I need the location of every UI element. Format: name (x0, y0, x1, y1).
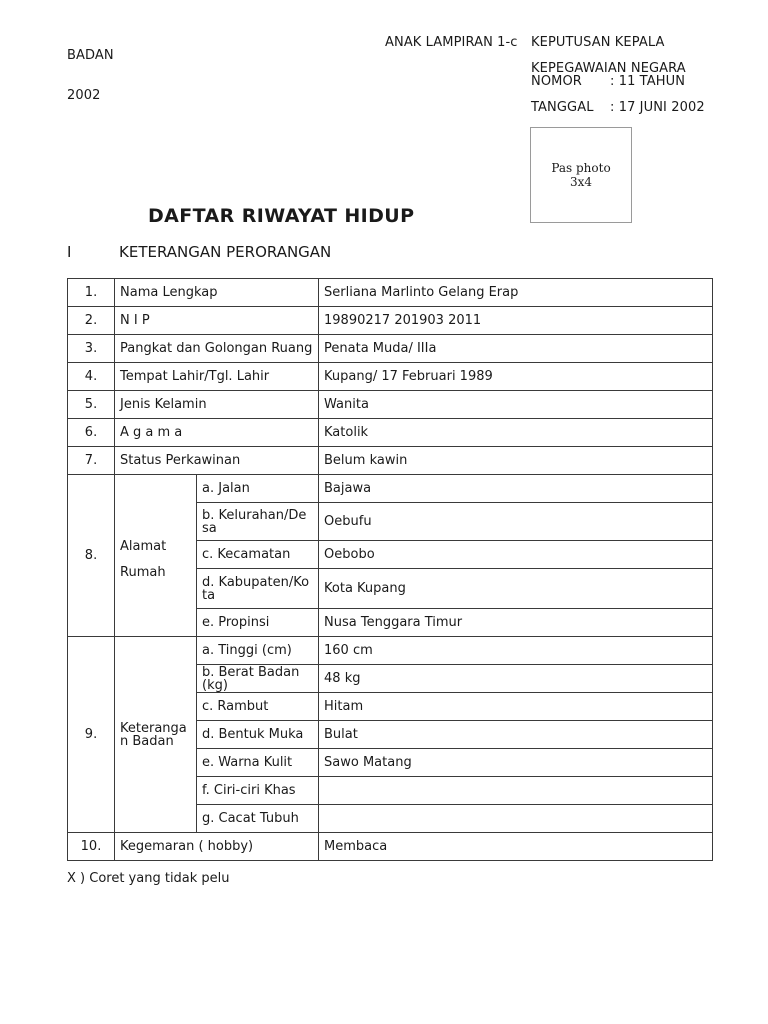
sub-label: g. Cacat Tubuh (197, 805, 319, 833)
table-row (68, 363, 713, 391)
sub-value: Kota Kupang (319, 569, 713, 609)
table-row (68, 833, 713, 861)
sub-value: Bajawa (319, 475, 713, 503)
row-label: Pangkat dan Golongan Ruang (115, 335, 319, 363)
row-number: 6. (68, 419, 115, 447)
row-label: N I P (115, 307, 319, 335)
row-value: 19890217 201903 2011 (319, 307, 713, 335)
row-number: 2. (68, 307, 115, 335)
personal-data-table (67, 278, 713, 861)
footnote: X ) Coret yang tidak pelu (67, 871, 230, 886)
sub-value: Hitam (319, 693, 713, 721)
sub-value: Nusa Tenggara Timur (319, 609, 713, 637)
section-title: KETERANGAN PERORANGAN (119, 243, 332, 261)
row-label: Kegemaran ( hobby) (115, 833, 319, 861)
row-number: 7. (68, 447, 115, 475)
row-value: Katolik (319, 419, 713, 447)
sub-label: e. Propinsi (197, 609, 319, 637)
row-number: 10. (68, 833, 115, 861)
sub-label: d. Kabupaten/Kota (197, 569, 319, 609)
header-annex-label: ANAK LAMPIRAN 1-c (385, 35, 518, 50)
sub-label: e. Warna Kulit (197, 749, 319, 777)
table-row (68, 637, 713, 665)
row-value: Penata Muda/ IIIa (319, 335, 713, 363)
table-row (68, 475, 713, 503)
sub-value: Oebufu (319, 503, 713, 541)
row-number: 4. (68, 363, 115, 391)
sub-value: Sawo Matang (319, 749, 713, 777)
row-number: 9. (68, 637, 115, 833)
sub-label: a. Tinggi (cm) (197, 637, 319, 665)
row-value: Kupang/ 17 Februari 1989 (319, 363, 713, 391)
header-decision-label: KEPUTUSAN KEPALA (531, 35, 665, 50)
photo-placeholder (530, 127, 632, 223)
sub-value: Bulat (319, 721, 713, 749)
row-number: 8. (68, 475, 115, 637)
table-row (68, 419, 713, 447)
table-row (68, 391, 713, 419)
sub-label: f. Ciri-ciri Khas (197, 777, 319, 805)
row-number: 5. (68, 391, 115, 419)
header-badan: BADAN (67, 48, 114, 63)
sub-value (319, 805, 713, 833)
address-group-line2: Rumah (120, 565, 166, 580)
table-row (68, 335, 713, 363)
address-group-label (115, 475, 197, 637)
sub-value: 160 cm (319, 637, 713, 665)
sub-value: Oebobo (319, 541, 713, 569)
header-agency: KEPEGAWAIAN NEGARA (531, 61, 686, 76)
row-value: Wanita (319, 391, 713, 419)
row-label: Nama Lengkap (115, 279, 319, 307)
table-row (68, 307, 713, 335)
table-row (68, 279, 713, 307)
photo-size: 3x4 (569, 175, 593, 189)
header-nomor-value: : 11 TAHUN (610, 74, 686, 89)
address-group-line1: Alamat (120, 539, 167, 554)
sub-label: c. Rambut (197, 693, 319, 721)
document-title: DAFTAR RIWAYAT HIDUP (148, 205, 415, 227)
sub-label: b. Kelurahan/Desa (197, 503, 319, 541)
row-value: Membaca (319, 833, 713, 861)
row-number: 3. (68, 335, 115, 363)
header-tanggal-value: : 17 JUNI 2002 (610, 100, 705, 115)
photo-label: Pas photo (551, 161, 611, 175)
header-nomor-label: NOMOR (531, 74, 582, 89)
sub-label: d. Bentuk Muka (197, 721, 319, 749)
row-number: 1. (68, 279, 115, 307)
table-row (68, 447, 713, 475)
row-value: Serliana Marlinto Gelang Erap (319, 279, 713, 307)
row-label: Status Perkawinan (115, 447, 319, 475)
row-label: Jenis Kelamin (115, 391, 319, 419)
sub-label: a. Jalan (197, 475, 319, 503)
sub-value: 48 kg (319, 665, 713, 693)
body-group-label: Keterangan Badan (115, 637, 197, 833)
row-label: Tempat Lahir/Tgl. Lahir (115, 363, 319, 391)
header-tanggal-label: TANGGAL (531, 100, 594, 115)
sub-label: b. Berat Badan (kg) (197, 665, 319, 693)
row-value: Belum kawin (319, 447, 713, 475)
header-year: 2002 (67, 88, 101, 103)
row-label: A g a m a (115, 419, 319, 447)
sub-label: c. Kecamatan (197, 541, 319, 569)
section-number: I (67, 243, 72, 261)
sub-value (319, 777, 713, 805)
